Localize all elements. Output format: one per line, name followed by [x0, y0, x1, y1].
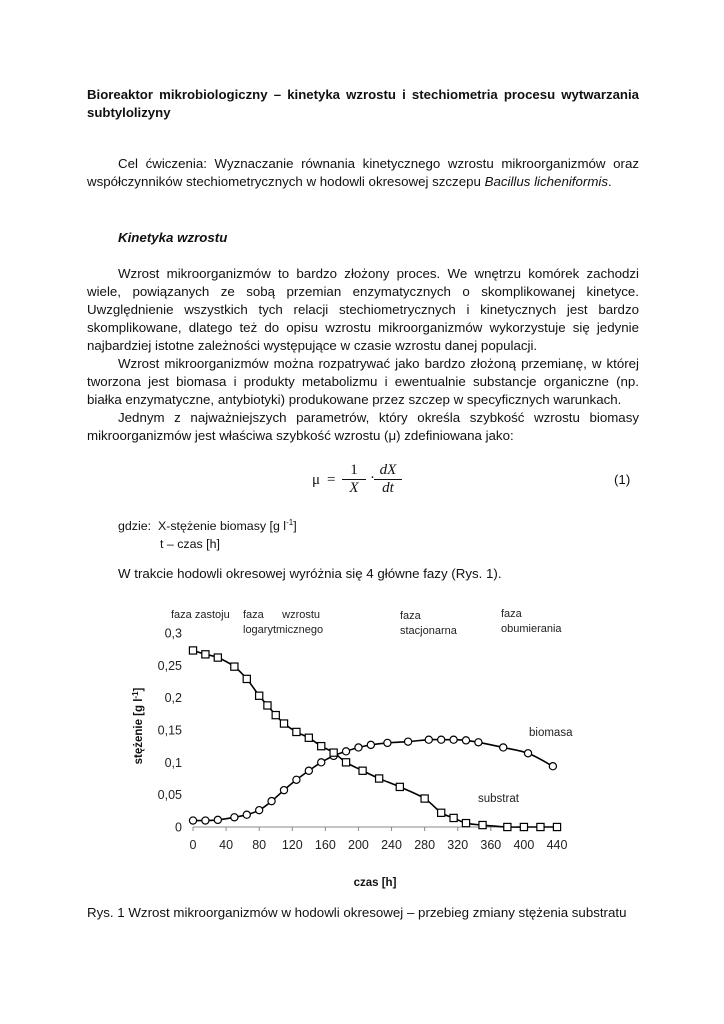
biomasa-point [202, 817, 209, 824]
substrat-point [272, 712, 279, 719]
substrat-point [376, 775, 383, 782]
formula-fraction-1 [342, 462, 366, 497]
y-axis-title: stężenie [g $l^{-1}$] [131, 687, 145, 765]
formula-dot: · [370, 470, 375, 486]
substrat-point [231, 663, 238, 670]
biomasa-point [268, 798, 275, 805]
substrat-point [450, 814, 457, 821]
formula-frac1-numerator: 1 [342, 462, 366, 480]
substrat-point [421, 795, 428, 802]
substrat-series-label: substrat [478, 793, 519, 805]
chart-axes [193, 827, 557, 831]
paragraph-3: Jednym z najważniejszych parametrów, który określa szybkość wzrostu biomasy mikroorganizmów jest właściwa szybkość wzrostu (μ) zdefiniowana jako: [87, 410, 639, 443]
x-tick-label: 280 [414, 838, 436, 852]
formula-frac2-numerator: dX [374, 462, 402, 480]
substrat-point [318, 743, 325, 750]
species-name: Bacillus licheniformis [484, 174, 608, 189]
phase-label: faza zastoju [171, 609, 230, 621]
biomasa-point [189, 817, 196, 824]
formula-frac2-denominator: dt [382, 480, 394, 496]
section-heading: Kinetyka wzrostu [118, 230, 228, 245]
definition-x: X-stężenie biomasy [g l [157, 519, 287, 534]
biomasa-point [342, 748, 349, 755]
y-tick-label: 0,1 [164, 755, 182, 770]
growth-rate-formula [312, 462, 422, 502]
x-tick-label: 360 [480, 838, 502, 852]
biomasa-point [280, 787, 287, 794]
x-tick-label: 240 [381, 838, 402, 852]
substrat-point [359, 767, 366, 774]
y-tick-label: 0,05 [157, 788, 182, 803]
equation-number: (1) [614, 472, 631, 487]
growth-chart [0, 595, 724, 895]
x-tick-label: 160 [314, 838, 336, 852]
x-axis-title: czas [h] [353, 877, 397, 889]
formula-fraction-2 [374, 462, 402, 497]
biomasa-point [355, 744, 362, 751]
biomasa-point [318, 759, 325, 766]
phases-sentence: W trakcie hodowli okresowej wyróżnia się 4 główne fazy (Rys. 1). [118, 566, 502, 581]
biomasa-point [462, 737, 469, 744]
phase-label: faza wzrostu [243, 609, 321, 621]
biomasa-point [367, 741, 374, 748]
x-tick-label: 200 [348, 838, 369, 852]
phase-label: faza [400, 610, 421, 622]
definition-row-1 [118, 514, 297, 535]
biomasa-point [243, 811, 250, 818]
biomasa-line [193, 740, 553, 821]
formula-frac1-denominator: X [349, 480, 359, 496]
phase-label: faza [501, 608, 522, 620]
substrat-point [504, 823, 511, 830]
biomasa-point [305, 767, 312, 774]
definition-x-end: ] [293, 519, 297, 534]
biomasa-point [500, 744, 507, 751]
biomasa-point [425, 736, 432, 743]
biomasa-point [214, 816, 221, 823]
x-tick-label: 400 [513, 838, 535, 852]
figure-caption: Rys. 1 Wzrost mikroorganizmów w hodowli okresowej – przebieg zmiany stężenia substratu [87, 905, 627, 920]
x-tick-label: 80 [252, 838, 267, 852]
biomasa-point [404, 738, 411, 745]
biomasa-point [524, 750, 531, 757]
substrat-point [189, 647, 196, 654]
goal-text: Cel ćwiczenia: Wyznaczanie równania kinetycznego wzrostu mikroorganizmów oraz współczynników stechiometrycznych w hodowli okresowej szczepu [87, 156, 639, 189]
substrat-point [305, 734, 312, 741]
definition-t: t – czas [h] [160, 537, 220, 552]
goal-end: . [608, 174, 612, 189]
paragraph-2: Wzrost mikroorganizmów można rozpatrywać jako bardzo złożoną przemianę, w której tworzona jest biomasa i produkty metabolizmu i ewentualnie substancje organiczne (np. białka enzymatyczne, antybiotyki) produkowane przez szczep w specyficznych warunkach. [87, 356, 639, 407]
where-label: gdzie: [118, 519, 152, 534]
goal-paragraph [87, 155, 639, 191]
y-tick-label: 0,2 [164, 691, 182, 706]
paragraph-1: Wzrost mikroorganizmów to bardzo złożony proces. We wnętrzu komórek zachodzi wiele, powiązanych ze sobą przemian enzymatycznych o skomplikowanej kinetyce. Uwzględnienie wszystkich tych relacji stechiometrycznych i kinetycznych jest bardzo skomplikowane, dlatego też do opisu wzrostu mikroorganizmów wykorzystuje się jedynie najbardziej istotne zależności występujące w czasie wzrostu danej populacji. [87, 266, 639, 353]
biomasa-point [293, 776, 300, 783]
biomasa-point [549, 763, 556, 770]
substrat-point [396, 783, 403, 790]
biomasa-series-label: biomasa [529, 727, 573, 739]
substrat-point [462, 820, 469, 827]
biomasa-point [450, 736, 457, 743]
biomasa-point [475, 739, 482, 746]
formula-mu: μ [312, 472, 321, 488]
substrat-point [342, 759, 349, 766]
x-tick-label: 40 [219, 838, 234, 852]
substrat-point [264, 702, 271, 709]
y-tick-label: 0,25 [157, 658, 182, 673]
substrat-point [537, 823, 544, 830]
substrat-point [280, 720, 287, 727]
y-tick-label: 0,15 [157, 723, 182, 738]
substrat-point [520, 823, 527, 830]
biomasa-point [256, 807, 263, 814]
substrat-point [214, 654, 221, 661]
phase-label: logarytmicznego [243, 624, 324, 636]
formula-equals: = [327, 472, 336, 488]
substrat-point [479, 821, 486, 828]
biomasa-point [231, 814, 238, 821]
substrat-point [293, 728, 300, 735]
substrat-point [553, 823, 560, 830]
biomasa-point [438, 736, 445, 743]
substrat-point [438, 809, 445, 816]
definition-x-sup: -1 [286, 518, 294, 527]
substrat-point [202, 651, 209, 658]
phase-label: obumierania [501, 623, 562, 635]
variable-definitions [118, 514, 297, 553]
biomasa-point [384, 739, 391, 746]
x-tick-label: 440 [546, 838, 568, 852]
x-tick-label: 320 [447, 838, 469, 852]
y-tick-label: 0 [175, 820, 182, 835]
x-tick-label: 120 [281, 838, 303, 852]
substrat-point [243, 675, 250, 682]
y-tick-label: 0,3 [164, 626, 182, 641]
substrat-point [256, 692, 263, 699]
x-tick-label: 0 [189, 838, 197, 852]
substrat-point [330, 749, 337, 756]
phase-label: stacjonarna [400, 625, 457, 637]
document-title: Bioreaktor mikrobiologiczny – kinetyka wzrostu i stechiometria procesu wytwarzania subtylolizyny [87, 87, 639, 120]
